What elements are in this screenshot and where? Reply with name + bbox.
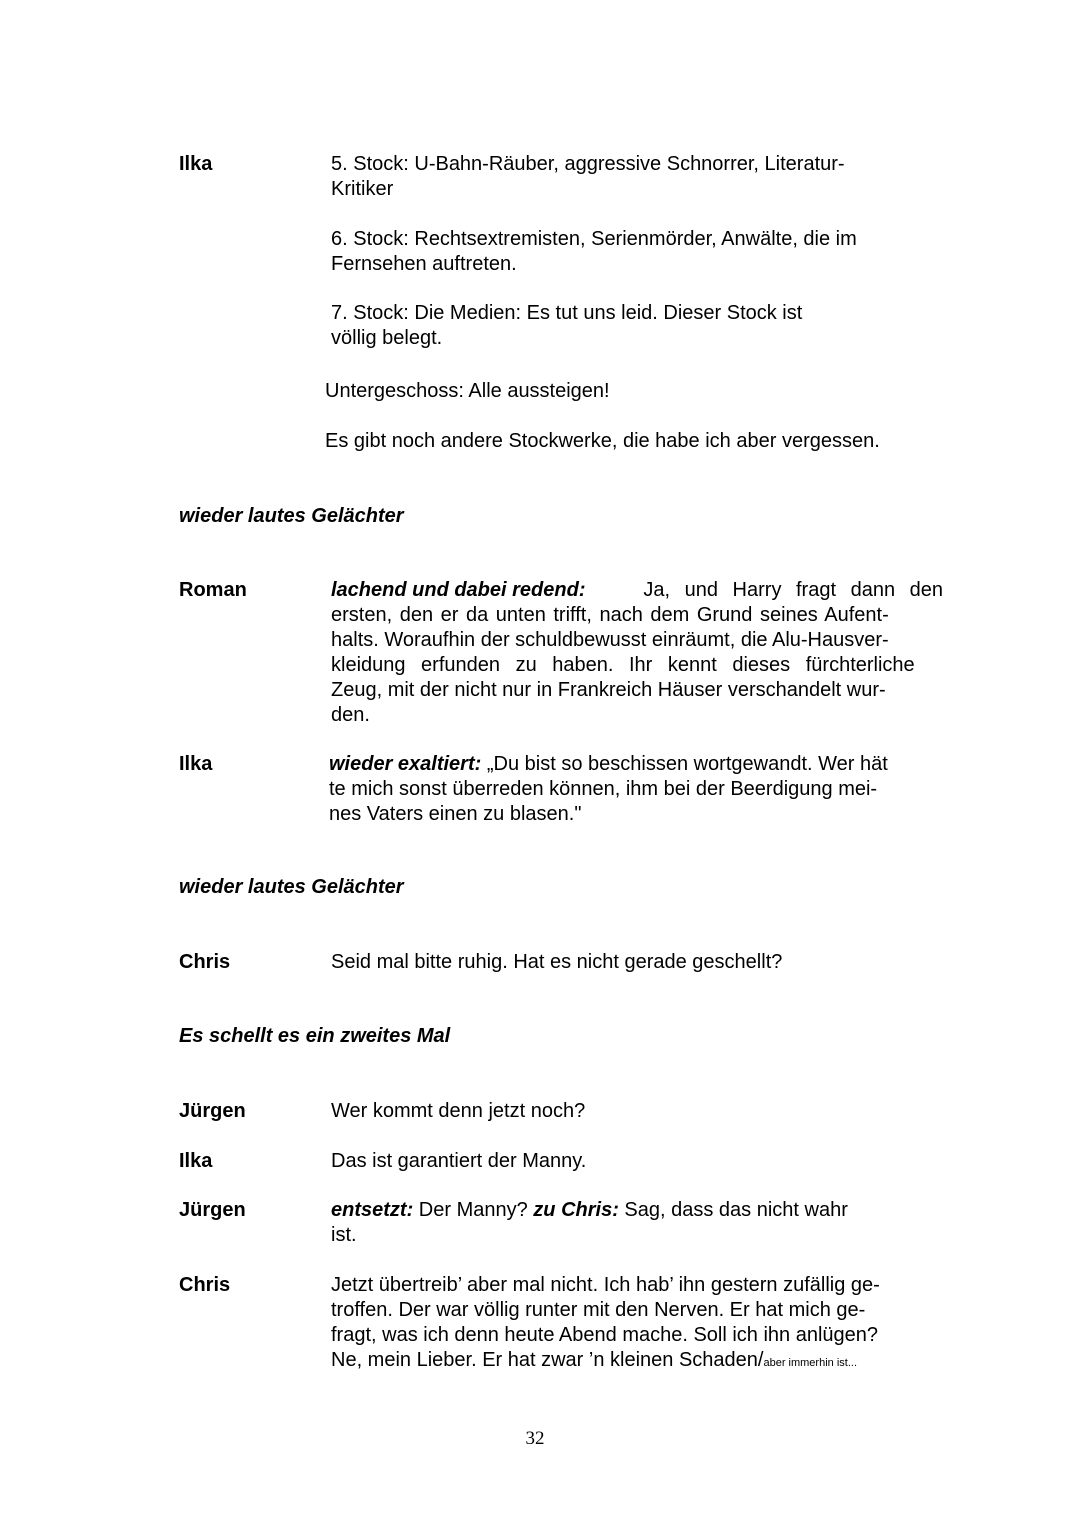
stage-direction: Es schellt es ein zweites Mal xyxy=(179,1025,451,1047)
text-line: Wer kommt denn jetzt noch? xyxy=(331,1100,586,1122)
text-line xyxy=(329,752,888,777)
text-span: Sag, dass das nicht wahr xyxy=(624,1199,848,1221)
text-line: 5. Stock: U-Bahn-Räuber, aggressive Schnorrer, Literatur- xyxy=(331,153,845,175)
speaker-name: Jürgen xyxy=(179,1100,246,1122)
text-line: Kritiker xyxy=(331,178,394,200)
text-line: ersten, den er da unten trifft, nach dem Grund seines Aufent- xyxy=(331,604,889,626)
dialogue-text xyxy=(331,950,782,975)
dialogue-text xyxy=(331,578,943,728)
dialogue-text xyxy=(329,752,888,827)
text-span: „Du bist so beschissen wortgewandt. Wer hät xyxy=(486,753,888,775)
dialogue-text xyxy=(331,1099,585,1124)
dialogue-text xyxy=(325,429,880,454)
dialogue-text xyxy=(331,301,802,351)
text-line: te mich sonst überreden können, ihm bei der Beerdigung mei- xyxy=(329,778,878,800)
text-line: Das ist garantiert der Manny. xyxy=(331,1150,587,1172)
dialogue-text xyxy=(331,1149,586,1174)
small-text: aber immerhin ist... xyxy=(763,1357,857,1369)
page-number: 32 xyxy=(525,1428,545,1449)
text-line: 7. Stock: Die Medien: Es tut uns leid. Dieser Stock ist xyxy=(331,302,803,324)
text-line xyxy=(331,1198,848,1223)
dialogue-text xyxy=(331,227,857,277)
text-span: Ja, und Harry fragt dann den xyxy=(643,579,943,601)
dialogue-text xyxy=(331,1273,880,1376)
speaker-name: Chris xyxy=(179,951,231,973)
text-line: den. xyxy=(331,704,370,726)
dialogue-text xyxy=(331,152,845,202)
text-line: 6. Stock: Rechtsextremisten, Serienmörder, Anwälte, die im xyxy=(331,228,857,250)
text-line: Untergeschoss: Alle aussteigen! xyxy=(325,380,610,402)
speaker-name: Ilka xyxy=(179,153,213,175)
stage-direction: wieder lautes Gelächter xyxy=(179,505,404,527)
stage-note: entsetzt: xyxy=(331,1199,414,1221)
text-line: Fernsehen auftreten. xyxy=(331,253,517,275)
speaker-name: Chris xyxy=(179,1274,231,1296)
speaker-name: Jürgen xyxy=(179,1199,246,1221)
text-span: Ne, mein Lieber. Er hat zwar ’n kleinen Schaden/ xyxy=(331,1349,764,1371)
stage-note: wieder exaltiert: xyxy=(329,753,482,775)
stage-direction: wieder lautes Gelächter xyxy=(179,876,404,898)
text-span: Der Manny? xyxy=(418,1199,528,1221)
text-line: Jetzt übertreib’ aber mal nicht. Ich hab’ ihn gestern zufällig ge- xyxy=(331,1274,880,1296)
text-line: Seid mal bitte ruhig. Hat es nicht gerade geschellt? xyxy=(331,951,783,973)
text-line: fragt, was ich denn heute Abend mache. Soll ich ihn anlügen? xyxy=(331,1324,879,1346)
text-line: Zeug, mit der nicht nur in Frankreich Häuser verschandelt wur- xyxy=(331,679,886,701)
speaker-name: Ilka xyxy=(179,1150,213,1172)
text-line: troffen. Der war völlig runter mit den Nerven. Er hat mich ge- xyxy=(331,1299,866,1321)
text-line: Es gibt noch andere Stockwerke, die habe ich aber vergessen. xyxy=(325,430,880,452)
dialogue-text xyxy=(325,379,610,404)
text-line: kleidung erfunden zu haben. Ihr kennt dieses fürchterliche xyxy=(331,654,915,676)
speaker-name: Roman xyxy=(179,579,247,601)
text-line: ist. xyxy=(331,1224,357,1246)
text-line xyxy=(331,1348,880,1376)
text-line: nes Vaters einen zu blasen." xyxy=(329,803,582,825)
dialogue-text xyxy=(331,1198,848,1248)
text-line xyxy=(331,578,943,603)
text-line: völlig belegt. xyxy=(331,327,443,349)
stage-note: zu Chris: xyxy=(533,1199,619,1221)
stage-note: lachend und dabei redend: xyxy=(331,579,586,601)
speaker-name: Ilka xyxy=(179,753,213,775)
text-line: halts. Woraufhin der schuldbewusst einräumt, die Alu-Hausver- xyxy=(331,629,889,651)
